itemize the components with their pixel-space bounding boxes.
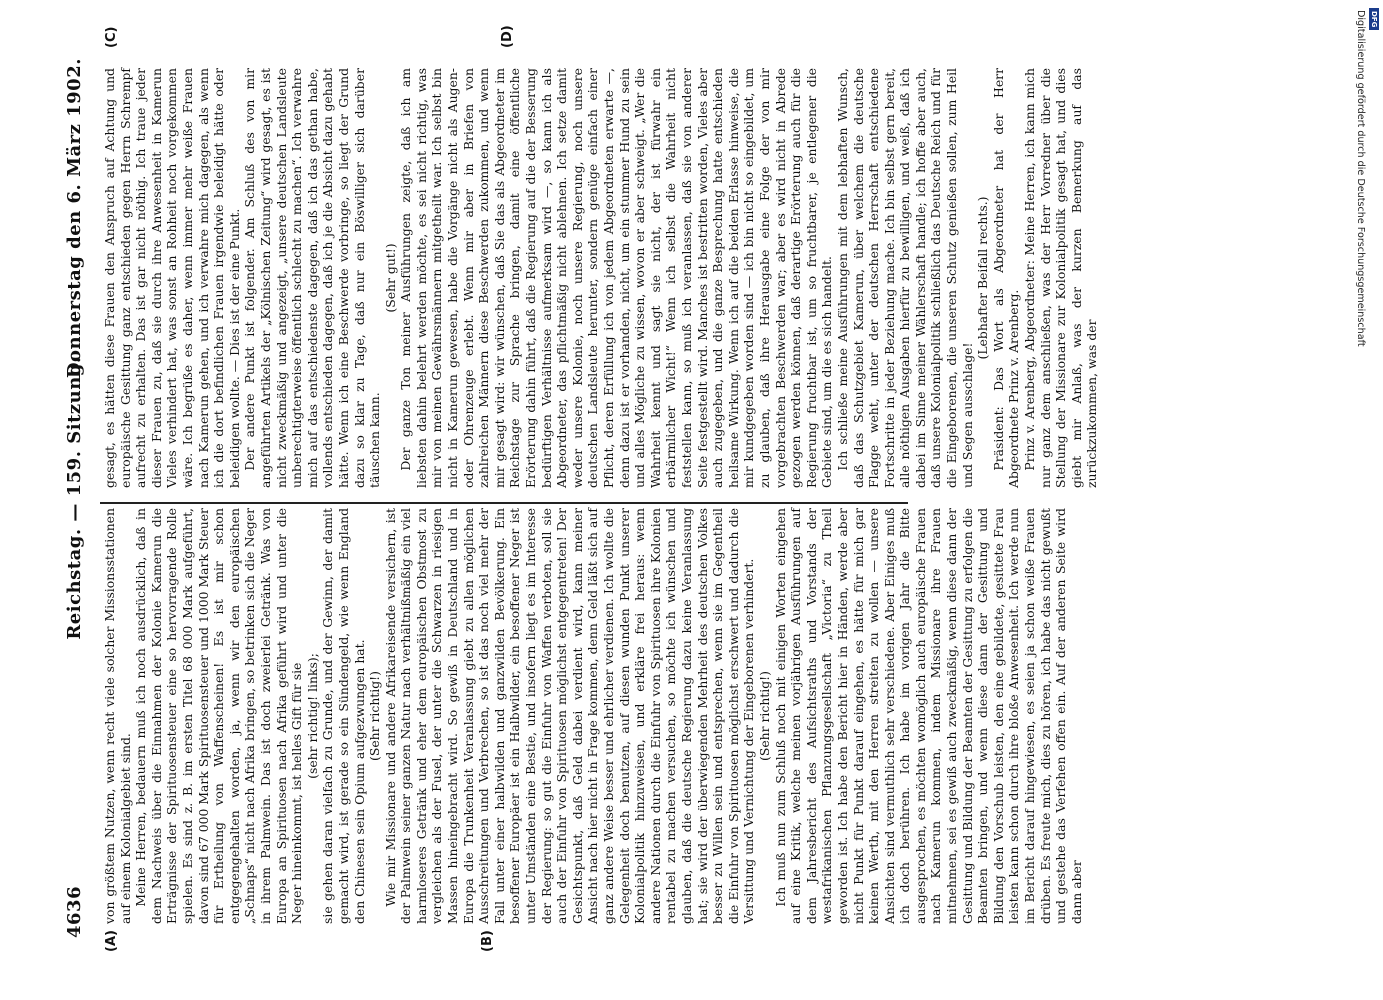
paragraph: Ich schließe meine Ausführungen mit dem lebhaften Wunsch, daß das Schutzgebiet Kamerun, über welchem die deutsche Flagge weht, unter der deutschen Herrschaft entschiedene Fortschritte in jeder Beziehung mache. Ich bin selbst gern bereit, alle nöthigen Ausgaben hierfür zu bewilligen, und weiß, daß ich dabei im Sinne meiner Wählerschaft handle; ich hoffe aber auch, daß unsere Kolonialpolitik schließlich das Deutsche Reich und für die Eingeborenen, die unseren Schutz genießen sollen, zum Heil und Segen ausschlage! bbox=[834, 68, 975, 488]
right-column bbox=[102, 68, 1100, 488]
speaker-paragraph: Präsident: Das Wort als Abgeordneter hat der Herr Abgeordnete Prinz v. Arenberg. bbox=[990, 68, 1022, 488]
paragraph: Der ganze Ton meiner Ausführungen zeigte, daß ich am liebsten dahin belehrt werden möchte, es sei nicht richtig, was mir von meinen Gewährsmännern mitgetheilt war. Ich selbst bin nicht in Kamerun gewesen, habe die Vorgänge nicht als Augen- oder Ohrenzeuge erlebt. Wenn mir aber in Briefen von zahlreichen Männern diese Beschwerden zukommen, und wenn mir gesagt wird: wir wünschen, daß Sie das als Abgeordneter im Reichstage zur Sprache bringen, damit eine öffentliche Erörterung dahin führt, daß die Regierung auf die der Besserung bedürftigen Verhältnisse aufmerksam wird —, so kann ich als Abgeordneter, das pflichtmäßig nicht ablehnen. Ich setze damit weder unsere Kolonie, noch unsere Regierung, noch unsere deutschen Landsleute herunter, sondern genüge einfach einer Pflicht, deren Erfüllung ich von jedem Abgeordneten erwarte —, denn dazu ist er vorhanden, nicht, um ein stummer Hund zu sein und alles Mögliche zu wissen, wovon er aber schweigt. „Wer die Wahrheit kennt und sagt sie nicht, der ist fürwahr ein erbärmlicher Wicht!“ Wenn ich selbst die Wahrheit nicht feststellen kann, so muß ich veranlassen, daß sie von anderer Seite festgestellt wird. Manches ist bestritten worden, Vieles aber auch zugegeben, und die ganze Besprechung hatte entschieden heilsame Wirkung. Wenn ich auf die beiden Erlasse hinweise, die mir kundgegeben worden sind — ich bin nicht so eingebildet, um zu glauben, daß ihre Herausgabe eine Folge der von mir vorgebrachten Beschwerden war; aber es wird nicht in Abrede gezogen werden können, daß derartige Erörterung auch für die Regierung fruchtbar ist, um so fruchtbarer, je entlegener die Gebiete sind, um die es sich handelt. bbox=[398, 68, 835, 488]
paragraph: Der andere Punkt ist folgender. Am Schluß des von mir angeführten Artikels der „Kölnischen Zeitung“ wird gesagt, es ist nicht zweckmäßig und angezeigt, „unsere deutschen Landsleute unberechtigterweise öffentlich schlecht zu machen“. Ich verwahre mich auf das entschiedenste dagegen, daß ich das gethan habe, vollends entschieden dagegen, daß ich je die Absicht dazu gehabt hätte. Wenn ich eine Beschwerde vorbringe, so liegt der Grund dazu so klar zu Tage, daß nur ein Böswilliger sich darüber täuschen kann. bbox=[242, 68, 383, 488]
margin-marker-d: (D) bbox=[500, 25, 515, 48]
paragraph: von größtem Nutzen, wenn recht viele solcher Missionsstationen auf einem Kolonialgebiet sind. bbox=[102, 508, 133, 924]
interjection: (Sehr richtig!) bbox=[756, 671, 772, 761]
paragraph: gesagt, es hätten diese Frauen den Anspruch auf Achtung und europäische Gesittung ganz entschieden gegen Herrn Schrempf aufrecht zu erhalten. Das ist gar nicht nöthig. Ich traue jeder dieser Frauen zu, daß sie durch ihre Anwesenheit in Kamerun Vieles verhindert hat, was sonst an Rohheit noch vorgekommen wäre. Ich begrüße es daher, wenn immer mehr weiße Frauen nach Kamerun gehen, und ich verwahre mich dagegen, als wenn ich die dort befindlichen Frauen irgendwie beleidigt hätte oder beleidigen wollte. — Dies ist der eine Punkt. bbox=[102, 68, 242, 488]
interjection: (Lebhafter Beifall rechts.) bbox=[975, 196, 991, 360]
paragraph: Meine Herren, bedauern muß ich noch ausdrücklich, daß in dem Nachweis über die Einnahmen der Kolonie Kamerun die Erträgnisse der Spirituosensteuer eine so hervorragende Rolle spielen. Es sind z. B. im ersten Titel 68 000 Mark aufgeführt, davon sind 67 000 Mark Spirituosensteuer und 1000 Mark Steuer für Ertheilung von Waffenscheinen! Es ist mir schon entgegengehalten worden, ja, wenn wir den europäischen „Schnaps“ nicht nach Afrika bringen, so betrinken sich die Neger in ihrem Palmwein. Das ist doch zweierlei Getränk. Was von Europa an Spirituosen nach Afrika geführt wird und unter die Neger hineinkommt, ist helles Gift für sie bbox=[133, 508, 305, 924]
margin-marker-b: (B) bbox=[480, 930, 495, 952]
page-number: 4636 bbox=[64, 885, 85, 938]
speaker-paragraph: Prinz v. Arenberg, Abgeordneter: Meine Herren, ich kann mich nur ganz dem anschließen, was der Herr Vorredner über die Stellung der Missionare zur Kolonialpolitik gesagt hat, und dies giebt mir Anlaß, was der kurzen Bemerkung auf das zurückzukommen, was der bbox=[1022, 68, 1100, 488]
paragraph: Ich muß nun zum Schluß noch mit einigen Worten eingehen auf eine Kritik, welche meinen vorjährigen Ausführungen auf dem Jahresbericht des Aufsichtsraths und Vorstands der westafrikanischen Pflanzungsgesellschaft „Victoria“ zu Theil geworden ist. Ich habe den Bericht hier in Händen, werde aber nicht Punkt für Punkt darauf eingehen, es hätte für mich gar keinen Werth, mit den Herren streiten zu wollen — unsere Ansichten sind vermuthlich sehr verschiedene. Aber Einiges muß ich doch berühren. Ich habe im vorigen Jahr die Bitte ausgesprochen, es möchten womöglich auch europäische Frauen nach Kamerun kommen, indem Missionare ihre Frauen mitnehmen, sei es gewiß auch zweckmäßig, wenn diese dann der Gesittung und Bildung der Beamten der Gesittung zu erfolgen die Beamten bringen, und wenn diese dann der Gesittung und Bildung den Vorschub leisten, den eine gebildete, gesittete Frau leisten kann schon durch ihre bloße Anwesenheit. Ich werde nun im Bericht darauf hingewiesen, es seien ja schon weiße Frauen drüben. Es freute mich, dies zu hören, ich habe das nicht gewußt und gestehe das Verfehen offen ein. Auf der anderen Seite wird dann aber bbox=[772, 508, 1084, 924]
interjection: (Sehr gut!) bbox=[382, 243, 398, 313]
interjection: (Sehr richtig!) bbox=[367, 671, 383, 761]
page-header bbox=[60, 58, 94, 938]
interjection: (sehr richtig! links); bbox=[304, 653, 320, 779]
session-title: Reichstag. — 159. Sitzung. bbox=[64, 356, 85, 640]
digitization-credit: Digitalisierung gefördert durch die Deutsche Forschungsgemeinschaft bbox=[1355, 10, 1366, 347]
paragraph: Wie mir Missionare und andere Afrikareisende versichern, ist der Palmwein seiner ganzen Natur nach verhältnißmäßig ein viel harmloseres Getränk und eher dem europäischen Obstmost zu vergleichen als der Fusel, der unter die Schwarzen in riesigen Massen hineingebracht wird. So gewiß in Deutschland und in Europa die Trunkenheit Veranlassung giebt zu allen möglichen Ausschreitungen und Verbrechen, so ist das noch viel mehr der Fall unter einer halbwilden und ganzwilden Bevölkerung. Ein besoffener Europäer ist ein Halbwilder, ein besoffener Neger ist unter Umständen eine Bestie, und insofern liegt es im Interesse der Regierung: so gut die Einfuhr von Waffen verboten, soll sie auch der Einfuhr von Spirituosen möglichst entgegentreten! Der Gesichtspunkt, daß Geld dabei verdient wird, kann meiner Ansicht nach hier nicht in Frage kommen, denn Geld läßt sich auf ganz andere Weise besser und ehrlicher verdienen. Ich wollte die Gelegenheit doch benutzen, auf diesen wunden Punkt unserer Kolonialpolitik hinzuweisen, und erkläre frei heraus: wenn andere Nationen durch die Einfuhr von Spirituosen ihre Kolonien rentabel zu machen versuchen, so möchte ich wünschen und glauben, daß die deutsche Regierung dazu keine Veranlassung hat; sie wird der überwiegenden Mehrheit des deutschen Volkes besser zu Willen sein und entsprechen, wenn sie im Gegentheil die Einfuhr von Spirituosen möglichst erschwert und dadurch die Versittung und Vernichtung der Eingeborenen verhindert. bbox=[382, 508, 757, 924]
dfg-logo: DFG bbox=[1369, 8, 1379, 30]
column-divider bbox=[100, 502, 908, 504]
left-column bbox=[102, 508, 1084, 924]
paragraph: sie gehen daran vielfach zu Grunde, und der Gewinn, der damit gemacht wird, ist gerade so ein Sündengeld, wie wenn England den Chinesen sein Opium aufgezwungen hat. bbox=[320, 508, 367, 924]
session-date: Donnerstag den 6. März 1902. bbox=[64, 58, 85, 379]
margin-marker-c: (C) bbox=[104, 26, 119, 48]
margin-marker-a: (A) bbox=[104, 930, 119, 952]
